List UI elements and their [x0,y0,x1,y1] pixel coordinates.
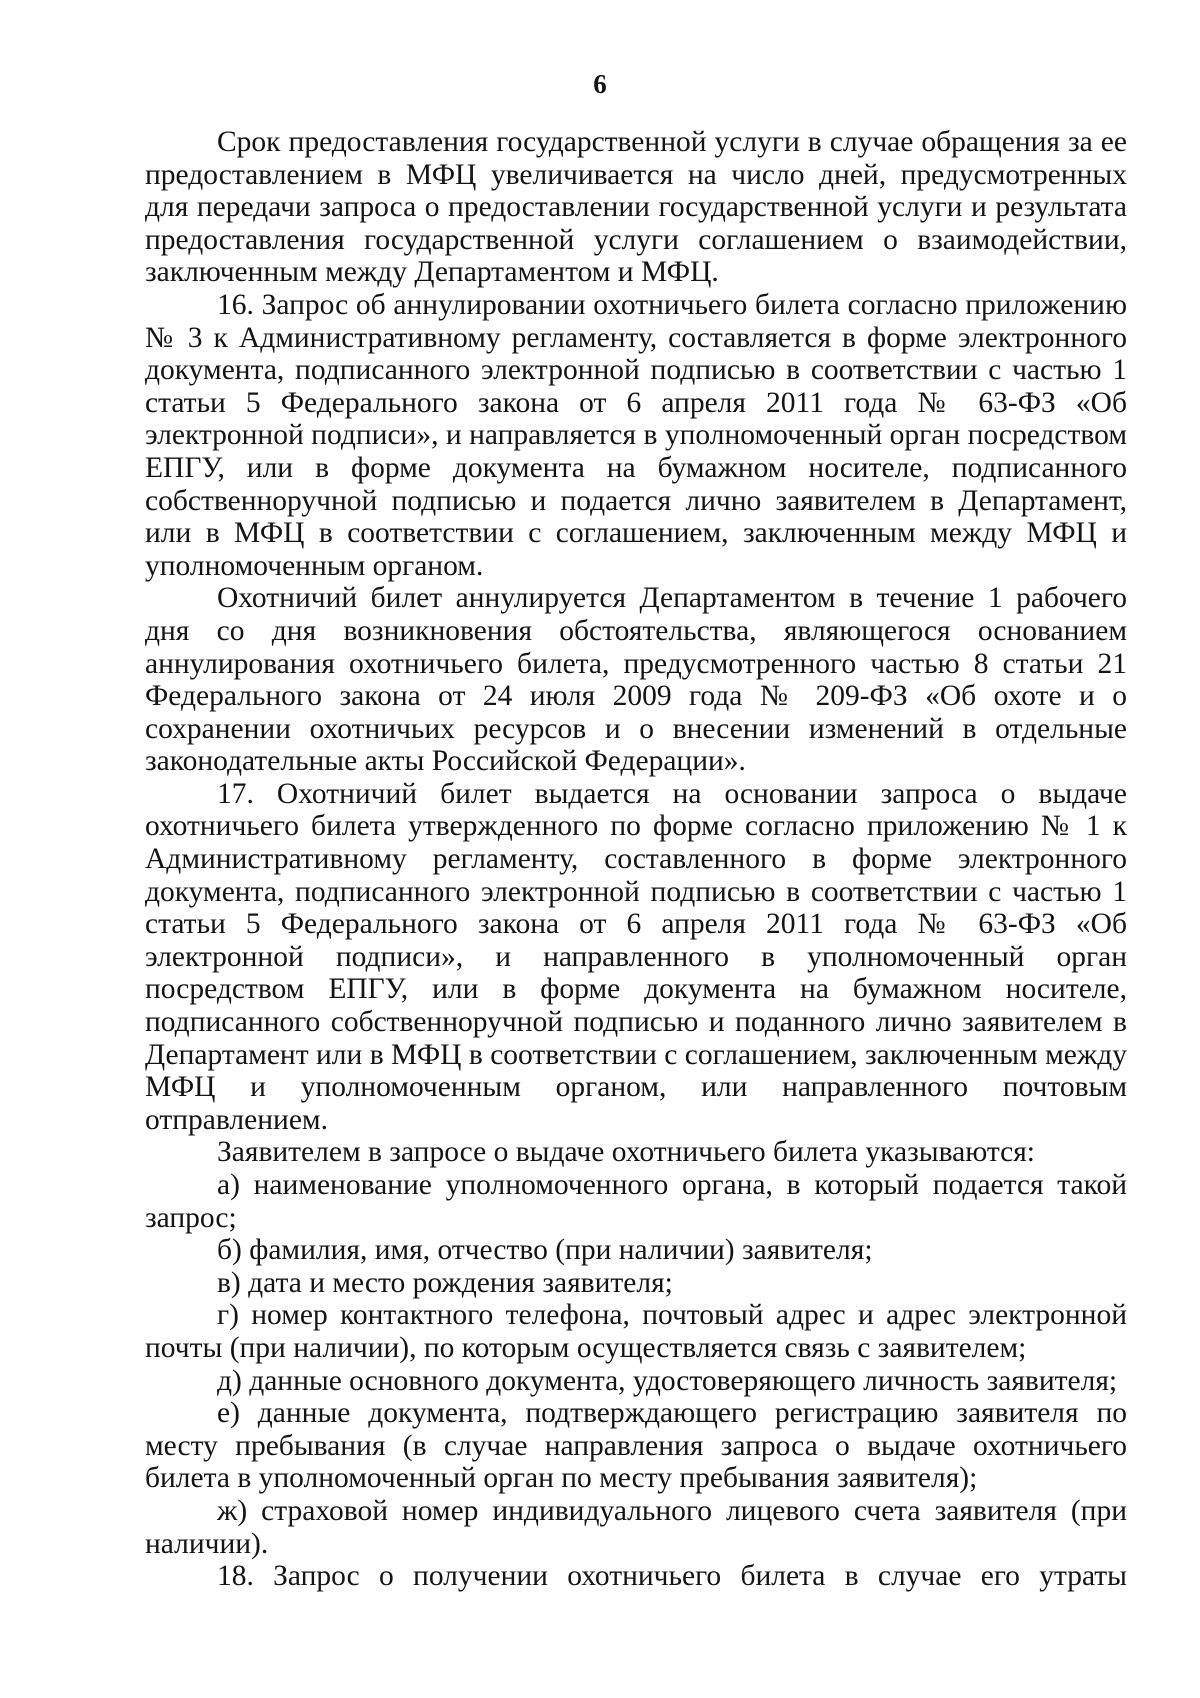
paragraph-annulment-term: Охотничий билет аннулируется Департаментом в течение 1 рабочего дня со дня возникновения обстоятельства, являющегося основанием аннулирования охотничьего билета, предусмотренного частью 8 статьи 21 Федерального закона от 24 июля 2009 года № 209-ФЗ «Об охоте и о сохранении охотничьих ресурсов и о внесении изменений в отдельные законодательные акты Российской Федерации». [145,582,1127,778]
list-item-v: в) дата и место рождения заявителя; [217,1266,673,1299]
list-item-e: е) данные документа, подтверждающего регистрацию заявителя по месту пребывания (в случае направления запроса о выдаче охотничьего билета в уполномоченный орган по месту пребывания заявителя); [145,1397,1127,1495]
list-item-d: д) данные основного документа, удостоверяющего личность заявителя; [217,1364,1118,1397]
list-item-g: г) номер контактного телефона, почтовый адрес и адрес электронной почты (при наличии), по которым осуществляется связь с заявителем; [145,1299,1127,1364]
list-item-zh: ж) страховой номер индивидуального лицевого счета заявителя (при наличии). [145,1494,1127,1560]
paragraph-16-annulment-request: 16. Запрос об аннулировании охотничьего билета согласно приложению № 3 к Административному регламенту, составляется в форме электронного документа, подписанного электронной подписью в соответствии с частью 1 статьи 5 Федерального закона от 6 апреля 2011 года № 63-ФЗ «Об электронной подписи», и направляется в уполномоченный орган посредством ЕПГУ, или в форме документа на бумажном носителе, подписанного собственноручной подписью и подается лично заявителем в Департамент, или в МФЦ в соответствии с соглашением, заключенным между МФЦ и уполномоченным органом. [145,288,1127,582]
paragraph-18-lost-ticket: 18. Запрос о получении охотничьего билета в случае его утраты [217,1560,1127,1593]
document-body [145,126,1127,1593]
list-item-b: б) фамилия, имя, отчество (при наличии) заявителя; [217,1234,873,1267]
paragraph-service-term: Срок предоставления государственной услуги в случае обращения за ее предоставлением в МФЦ увеличивается на число дней, предусмотренных для передачи запроса о предоставлении государственной услуги и результата предоставления государственной услуги соглашением о взаимодействии, заключенным между Департаментом и МФЦ. [145,126,1127,289]
paragraph-17-issue-request: 17. Охотничий билет выдается на основании запроса о выдаче охотничьего билета утвержденного по форме согласно приложению № 1 к Административному регламенту, составленного в форме электронного документа, подписанного электронной подписью в соответствии с частью 1 статьи 5 Федерального закона от 6 апреля 2011 года № 63-ФЗ «Об электронной подписи», и направленного в уполномоченный орган посредством ЕПГУ, или в форме документа на бумажном носителе, подписанного собственноручной подписью и поданного лично заявителем в Департамент или в МФЦ в соответствии с соглашением, заключенным между МФЦ и уполномоченным органом, или направленного почтовым отправлением. [145,777,1127,1136]
paragraph-request-contents-intro: Заявителем в запросе о выдаче охотничьего билета указываются: [217,1136,1035,1169]
page-number: 6 [593,69,607,99]
list-item-a: а) наименование уполномоченного органа, в который подается такой запрос; [145,1169,1127,1234]
